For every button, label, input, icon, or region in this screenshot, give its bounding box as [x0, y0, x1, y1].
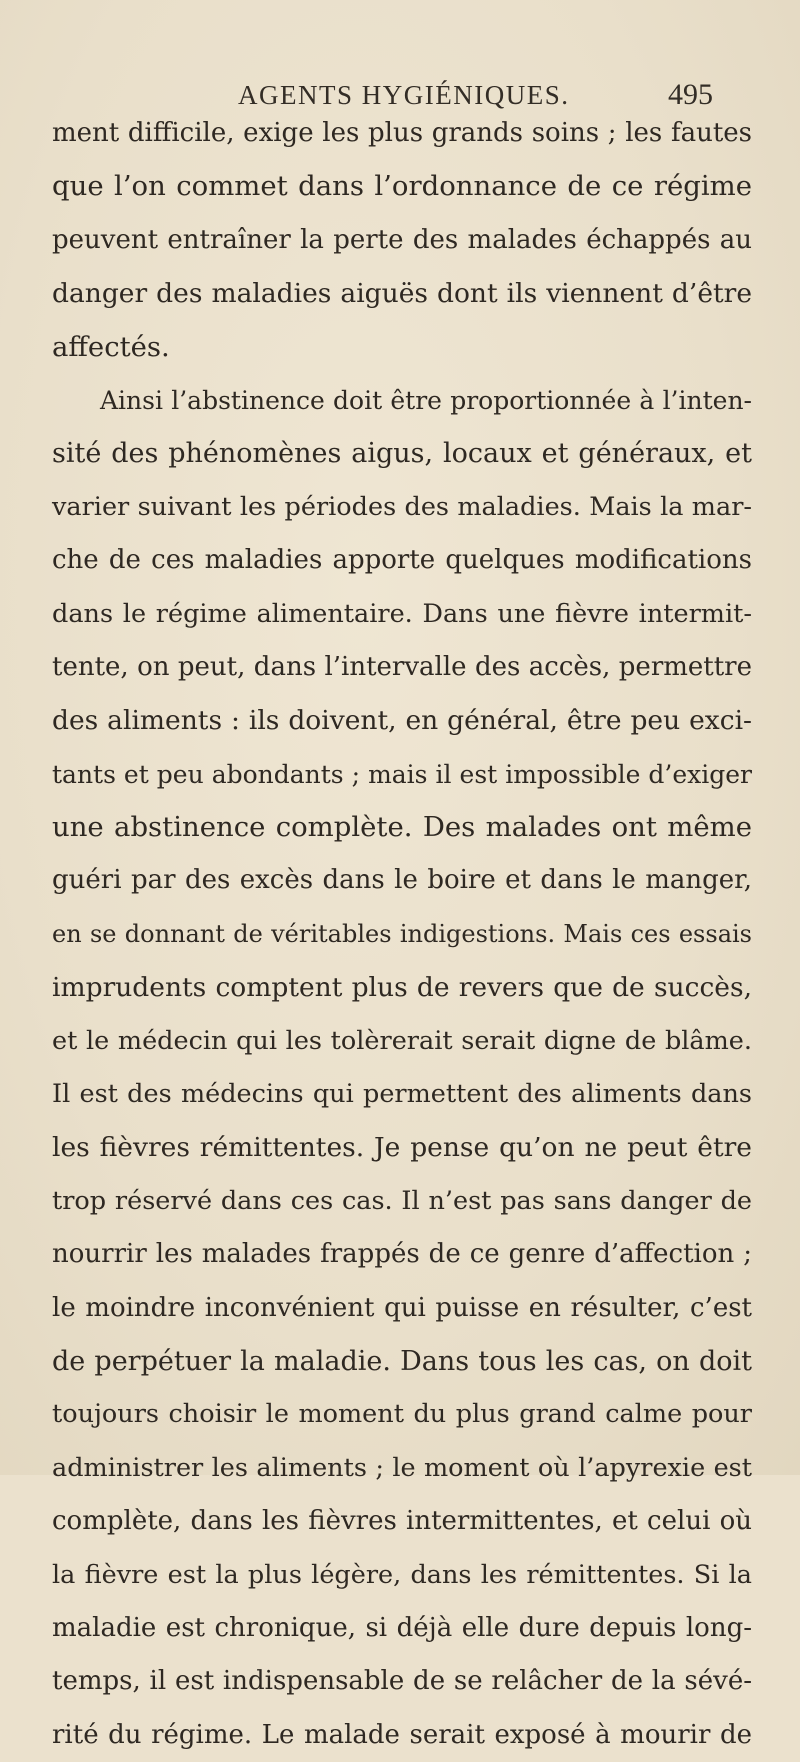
- text-line: danger des maladies aiguës dont ils viennent d’être: [52, 278, 752, 310]
- text-line: en se donnant de véritables indigestions. Mais ces essais: [52, 919, 752, 948]
- body-text: [52, 107, 752, 1762]
- text-line: sité des phénomènes aigus, locaux et généraux, et: [52, 438, 752, 470]
- paragraph-start-line: Ainsi l’abstinence doit être proportionnée à l’inten-: [100, 385, 752, 415]
- text-line: affectés.: [52, 330, 170, 363]
- text-line: que l’on commet dans l’ordonnance de ce régime: [52, 170, 752, 203]
- text-line: tants et peu abondants ; mais il est impossible d’exiger: [52, 759, 752, 789]
- text-line: nourrir les malades frappés de ce genre d’affection ;: [52, 1239, 752, 1270]
- text-line: tente, on peut, dans l’intervalle des accès, permettre: [52, 651, 752, 682]
- text-line: administrer les aliments ; le moment où l’apyrexie est: [52, 1452, 752, 1483]
- text-line: une abstinence complète. Des malades ont même: [52, 811, 752, 844]
- text-line: la fièvre est la plus légère, dans les rémittentes. Si la: [52, 1559, 752, 1590]
- text-line: toujours choisir le moment du plus grand calme pour: [52, 1399, 752, 1430]
- text-line: des aliments : ils doivent, en général, être peu exci-: [52, 705, 752, 737]
- text-line: Il est des médecins qui permettent des aliments dans: [52, 1079, 752, 1110]
- text-line: de perpétuer la maladie. Dans tous les cas, on doit: [52, 1345, 752, 1377]
- text-line: complète, dans les fièvres intermittentes, et celui où: [52, 1506, 752, 1537]
- text-line: ment difficile, exige les plus grands soins ; les fautes: [52, 118, 752, 148]
- text-line: che de ces maladies apporte quelques modifications: [52, 545, 752, 576]
- text-line: et le médecin qui les tolèrerait serait digne de blâme.: [52, 1025, 752, 1056]
- running-title: AGENTS HYGIÉNIQUES.: [238, 80, 570, 110]
- text-line: rité du régime. Le malade serait exposé à mourir de: [52, 1719, 752, 1750]
- text-line: temps, il est indispensable de se relâcher de la sévé-: [52, 1666, 752, 1697]
- text-line: maladie est chronique, si déjà elle dure depuis long-: [52, 1612, 752, 1643]
- text-line: varier suivant les périodes des maladies. Mais la mar-: [52, 491, 752, 522]
- text-line: imprudents comptent plus de revers que de succès,: [52, 972, 752, 1004]
- text-line: dans le régime alimentaire. Dans une fièvre intermit-: [52, 598, 752, 629]
- text-line: peuvent entraîner la perte des malades échappés au: [52, 224, 752, 255]
- text-line: trop réservé dans ces cas. Il n’est pas sans danger de: [52, 1185, 752, 1216]
- text-line: guéri par des excès dans le boire et dans le manger,: [52, 865, 752, 896]
- text-line: le moindre inconvénient qui puisse en résulter, c’est: [52, 1292, 752, 1323]
- page-number: 495: [668, 78, 713, 111]
- text-line: les fièvres rémittentes. Je pense qu’on ne peut être: [52, 1132, 752, 1164]
